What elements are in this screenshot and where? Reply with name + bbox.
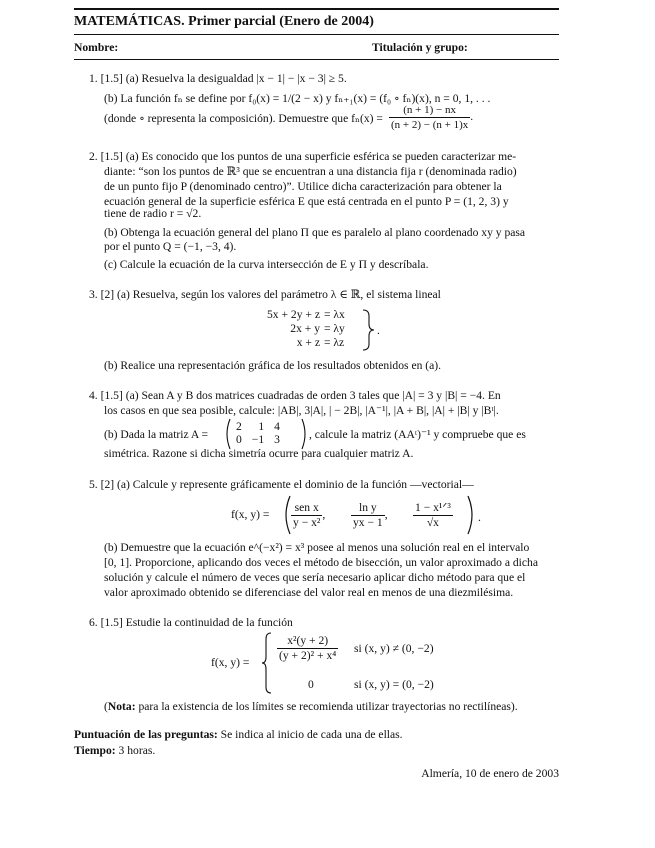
- q5-component-2: $\frac{\text{ln y}}{yx - 1}$ ,: [353, 501, 388, 529]
- q5-line-4: solución y calcule el número de veces que sería necesario aplicar dicho método para que el: [104, 571, 526, 584]
- q1-line-1: 1. [1.5] (a) Resuelva la desigualdad |x − 1| − |x − 3| ≥ 5.: [89, 72, 347, 85]
- q4-matrix-cell: −1: [251, 433, 265, 446]
- q4-matrix-cell: 0: [236, 433, 242, 446]
- q4-line-2: los casos en que sea posible, calcule: |AB|, 3|A|, | − 2B|, |A⁻¹|, |A + B|, |A| + |B| y |Bᵗ|.: [104, 404, 499, 417]
- q5-c3-den: √x: [426, 516, 439, 529]
- q2-line-8: (c) Calcule la ecuación de la curva intersección de E y Π y descríbala.: [104, 258, 429, 271]
- q4-line-4: simétrica. Razone si dicha simetría ocurre para cualquier matriz A.: [104, 447, 414, 460]
- scoring-info: Puntuación de las preguntas: Se indica al inicio de cada una de ellas.: [74, 728, 403, 741]
- q3-line-2: (b) Realice una representación gráfica de los resultados obtenidos en (a).: [104, 359, 442, 372]
- q5-c1-den: y − x²: [293, 516, 321, 529]
- q3-sys-lhs-1: 5x + 2y + z: [266, 308, 320, 321]
- q4-line-1: 4. [1.5] (a) Sean A y B dos matrices cuadradas de orden 3 tales que |A| = 3 y |B| = −4. En: [89, 389, 501, 402]
- q5-component-1: $\frac{\text{sen x}}{\text{y − x²}}$ ,: [293, 501, 326, 529]
- q6-case-2-condition: si (x, y) = (0, −2): [354, 678, 434, 691]
- q5-c3-num: 1 − x¹ᐟ³: [415, 501, 451, 514]
- q1-fraction-denominator: (n + 2) − (n + 1)x: [391, 119, 469, 131]
- scoring-label: Puntuación de las preguntas:: [74, 728, 218, 741]
- header-bottom-rule: [74, 59, 559, 60]
- time-info: Tiempo: 3 horas.: [74, 744, 156, 757]
- q4-matrix-right-paren: [301, 418, 309, 450]
- svg-text:.: .: [377, 324, 380, 337]
- q5-right-paren: [467, 495, 483, 535]
- q6-case-2-value: 0: [308, 678, 314, 691]
- svg-text:.: .: [478, 511, 481, 524]
- q6-case-1-value: [277, 634, 338, 663]
- q4-matrix-table: [231, 420, 285, 446]
- q5-line-3: [0, 1]. Proporcione, aplicando dos veces el método de bisección, un valor aproximado a dicha: [104, 556, 538, 569]
- q4-line-3b: , calcule la matriz (AAᵗ)⁻¹ y compruebe que es: [309, 428, 526, 441]
- q3-sys-rhs-3: = λz: [324, 336, 345, 349]
- q1-fraction-numerator: (n + 1) − nx: [389, 103, 470, 118]
- q3-linear-system: [250, 308, 390, 356]
- q5-line-2: (b) Demuestre que la ecuación e^(−x²) = x³ posee al menos una solución real en el intervalo: [104, 541, 530, 554]
- q5-c2-num: ln y: [351, 501, 385, 516]
- q1-fraction: $\frac{(n + 1) - nx}{(n + 2) - (n + 1)x}$ .: [391, 104, 474, 131]
- q4-matrix-cell: 3: [274, 433, 280, 446]
- q1-line-2: (b) La función fₙ se define por f₀(x) = 1/(2 − x) y fₙ₊₁(x) = (f₀ ∘ fₙ)(x), n = 0, 1, . . .: [104, 92, 491, 105]
- q4-line-3a: (b) Dada la matriz A =: [104, 428, 209, 441]
- q6-line-1: 6. [1.5] Estudie la continuidad de la función: [89, 616, 293, 629]
- q2-line-2: diante: “son los puntos de ℝ³ que se encuentran a una distancia fija r (denominada radio): [104, 165, 517, 178]
- q2-line-5: tiene de radio r = √2.: [104, 207, 202, 220]
- q3-sys-lhs-3: x + z: [296, 336, 320, 349]
- q3-sys-lhs-2: 2x + y: [290, 322, 320, 335]
- q5-line-1: 5. [2] (a) Calcule y represente gráficamente el dominio de la función —vectorial—: [89, 478, 474, 491]
- place-and-date: Almería, 10 de enero de 2003: [421, 767, 559, 780]
- q6-note: (Nota: para la existencia de los límites se recomienda utilizar trayectorias no rectilíneas).: [104, 700, 518, 713]
- q4-matrix-cell: 1: [258, 420, 265, 433]
- q6-case-1-condition: si (x, y) ≠ (0, −2): [354, 642, 434, 655]
- q6-case1-num: x²(y + 2): [277, 634, 338, 649]
- q5-f-lhs: f(x, y) =: [231, 508, 270, 521]
- q2-line-6: (b) Obtenga la ecuación general del plano Π que es paralelo al plano coordenado xy y pasa: [104, 226, 526, 239]
- q6-piecewise-function: [211, 632, 471, 694]
- q4-matrix-left-paren: [223, 418, 231, 450]
- q2-line-1: 2. [1.5] (a) Es conocido que los puntos de una superficie esférica se pueden caracterizar me-: [89, 150, 517, 163]
- q3-right-brace: [360, 308, 384, 352]
- q5-c1-num: sen x: [291, 501, 322, 516]
- q6-note-label: Nota:: [107, 700, 136, 713]
- q4-matrix-cell: 2: [236, 420, 242, 433]
- title-rule: [74, 34, 559, 35]
- q1-line-3: (donde ∘ representa la composición). Demuestre que fₙ(x) =: [104, 112, 383, 125]
- q5-component-3: [413, 501, 453, 530]
- q2-line-4: ecuación general de la superficie esférica E que está centrada en el punto P = (1, 2, 3) y: [104, 195, 509, 208]
- q3-sys-rhs-2: = λy: [324, 322, 345, 335]
- time-label: Tiempo:: [74, 744, 116, 757]
- q3-sys-rhs-1: = λx: [324, 308, 345, 321]
- q6-case1-den: (y + 2)² + x⁴: [279, 649, 337, 662]
- q4-matrix-cell: 4: [274, 420, 280, 433]
- q5-c2-den: yx − 1: [353, 516, 383, 529]
- q2-line-3: de un punto fijo P (denominado centro)”. Utilice dicha caracterización para obtener la: [104, 180, 502, 193]
- q6-left-brace: [261, 632, 273, 694]
- q2-line-7: por el punto Q = (−1, −3, 4).: [104, 240, 237, 253]
- name-label: Nombre:: [74, 41, 119, 54]
- top-rule: [74, 8, 559, 10]
- q5-line-5: valor aproximado obtenido se diferenciase del valor real en menos de una diezmilésima.: [104, 586, 514, 599]
- exam-title: MATEMÁTICAS. Primer parcial (Enero de 2004): [74, 14, 374, 29]
- q3-line-1: 3. [2] (a) Resuelva, según los valores del parámetro λ ∈ ℝ, el sistema lineal: [89, 288, 441, 301]
- q5-left-paren: [281, 495, 291, 535]
- q6-f-lhs: f(x, y) =: [211, 656, 250, 669]
- degree-group-label: Titulación y grupo:: [372, 41, 468, 54]
